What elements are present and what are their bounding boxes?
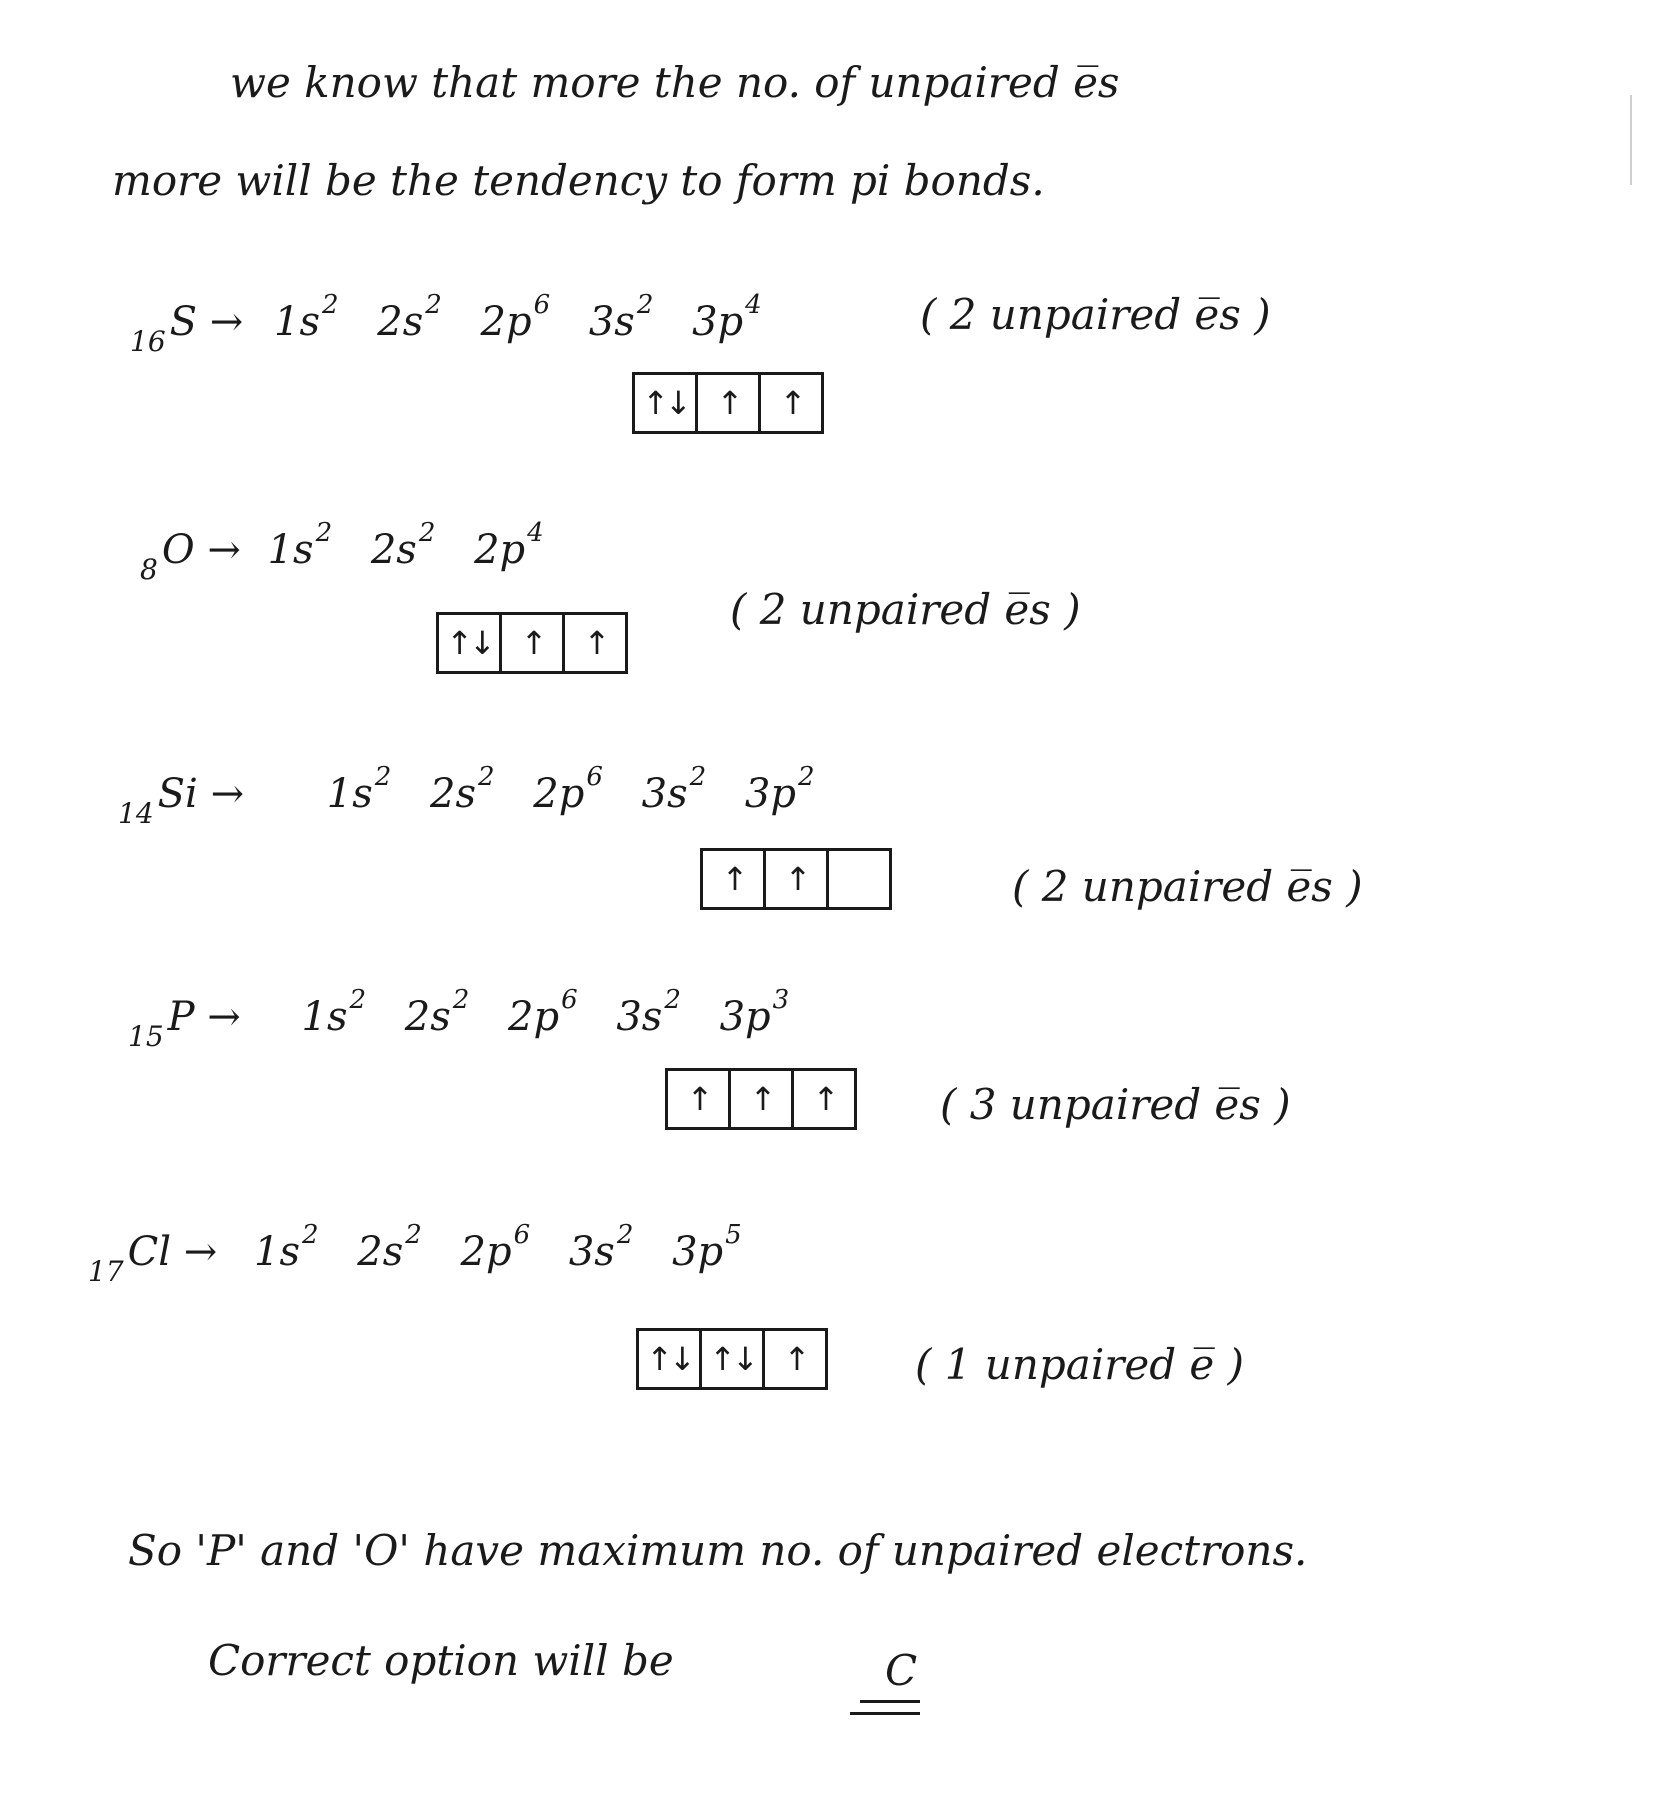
orbital-boxes-phosphorus	[665, 1068, 857, 1130]
orbital-box: ↑	[783, 1340, 807, 1378]
unpaired-note-silicon: ( 2 unpaired e̅s )	[1012, 862, 1363, 911]
orbital-term: $2s^2$	[357, 1220, 422, 1275]
answer-underline	[860, 1700, 920, 1703]
orbital-term: $2s^2$	[377, 290, 442, 345]
answer-option: C	[885, 1646, 918, 1695]
arrow-icon: →	[209, 299, 244, 345]
atomic-number: 15	[128, 1020, 164, 1053]
orbital-box: ↑↓	[635, 375, 698, 431]
orbital-term: $2p^6$	[480, 290, 551, 345]
orbital-box: ↑	[812, 1080, 836, 1118]
orbital-box: ↑	[766, 851, 829, 907]
orbital-term: $1s^2$	[274, 290, 339, 345]
atomic-number: 8	[140, 553, 158, 586]
conclusion-line-1: So 'P' and 'O' have maximum no. of unpaired electrons.	[128, 1526, 1308, 1575]
arrow-icon: →	[207, 527, 241, 573]
arrow-icon: →	[207, 994, 241, 1040]
orbital-term: $3s^2$	[641, 762, 707, 817]
orbital-term: $1s^2$	[326, 762, 392, 817]
orbital-box: ↑↓	[639, 1331, 702, 1387]
orbital-term: $1s^2$	[301, 985, 367, 1040]
orbital-term: $3s^2$	[616, 985, 681, 1040]
orbital-term: $3p^4$	[692, 290, 762, 345]
orbital-box: ↑	[583, 624, 607, 662]
config-row-chlorine	[88, 1220, 768, 1288]
element-symbol: S	[169, 299, 198, 345]
atomic-number: 14	[118, 797, 154, 830]
orbital-term: $2s^2$	[404, 985, 470, 1040]
orbital-term: $2s^2$	[430, 762, 495, 817]
orbital-box: ↑	[731, 1071, 794, 1127]
orbital-box: ↑↓	[702, 1331, 765, 1387]
element-symbol: Cl	[127, 1229, 172, 1275]
element-symbol: Si	[157, 771, 198, 817]
orbital-box: ↑	[668, 1071, 731, 1127]
atomic-number: 16	[130, 325, 166, 358]
orbital-box	[829, 851, 889, 907]
orbital-boxes-chlorine	[636, 1328, 828, 1390]
orbital-term: $3p^5$	[672, 1220, 742, 1275]
conclusion-line-2: Correct option will be	[208, 1636, 674, 1685]
orbital-boxes-sulfur	[632, 372, 824, 434]
config-row-phosphorus	[128, 985, 815, 1053]
orbital-box: ↑	[698, 375, 761, 431]
orbital-term: $2p^6$	[508, 985, 578, 1040]
unpaired-note-phosphorus: ( 3 unpaired e̅s )	[940, 1080, 1291, 1129]
orbital-term: $3p^2$	[744, 762, 815, 817]
orbital-term: $3p^3$	[719, 985, 790, 1040]
intro-line-1: we know that more the no. of unpaired e̅s	[230, 58, 1120, 107]
config-row-silicon	[118, 762, 840, 830]
intro-line-2: more will be the tendency to form pi bonds.	[112, 156, 1045, 205]
page-edge-line	[1630, 95, 1632, 185]
orbital-box: ↑↓	[439, 615, 502, 671]
unpaired-note-chlorine: ( 1 unpaired e̅ )	[915, 1340, 1245, 1389]
orbital-term: $3s^2$	[568, 1220, 634, 1275]
element-symbol: P	[167, 994, 195, 1040]
orbital-term: $1s^2$	[267, 518, 333, 573]
arrow-icon: →	[183, 1229, 218, 1275]
orbital-term: $2p^4$	[474, 518, 544, 573]
config-row-sulfur	[130, 290, 788, 358]
orbital-term: $2s^2$	[370, 518, 436, 573]
orbital-box: ↑	[502, 615, 565, 671]
orbital-boxes-oxygen	[436, 612, 628, 674]
unpaired-note-sulfur: ( 2 unpaired e̅s )	[920, 290, 1271, 339]
answer-underline	[850, 1712, 920, 1715]
orbital-box: ↑	[703, 851, 766, 907]
atomic-number: 17	[88, 1255, 124, 1288]
arrow-icon: →	[210, 771, 245, 817]
orbital-term: $1s^2$	[254, 1220, 319, 1275]
element-symbol: O	[161, 527, 195, 573]
orbital-box: ↑	[779, 384, 803, 422]
orbital-term: $3s^2$	[588, 290, 654, 345]
orbital-boxes-silicon	[700, 848, 892, 910]
unpaired-note-oxygen: ( 2 unpaired e̅s )	[730, 585, 1081, 634]
orbital-term: $2p^6$	[533, 762, 603, 817]
config-row-oxygen	[140, 518, 570, 586]
orbital-term: $2p^6$	[460, 1220, 531, 1275]
